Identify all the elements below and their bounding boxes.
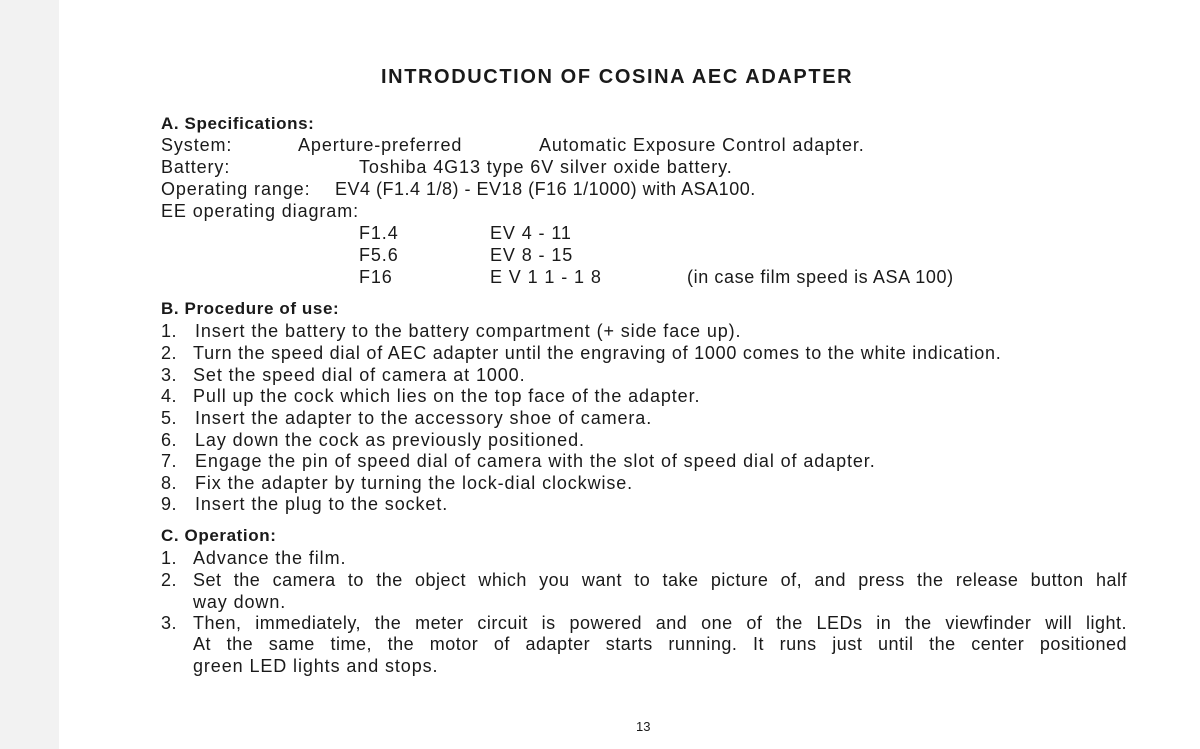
step-number: 9. [161,494,178,514]
diagram-aperture: F1.4 [359,223,399,243]
operation-step-continued: At the same time, the motor of adapter starts running. It runs just until the center positioned [193,634,1127,654]
battery-value: Toshiba 4G13 type 6V silver oxide battery. [359,157,733,177]
operation-heading: C. Operation: [161,526,277,545]
page-number: 13 [636,719,651,734]
procedure-heading: B. Procedure of use: [161,299,340,318]
procedure-step: Insert the battery to the battery compartment (+ side face up). [195,321,742,341]
step-number: 3. [161,365,178,385]
ee-diagram-label: EE operating diagram: [161,201,360,221]
step-number: 2. [161,343,178,363]
system-label: System: [161,135,233,155]
diagram-aperture: F5.6 [359,245,399,265]
operation-step: Advance the film. [193,548,347,568]
operation-step: Then, immediately, the meter circuit is powered and one of the LEDs in the viewfinder will light. [193,613,1127,633]
step-number: 4. [161,386,178,406]
operation-step: Set the camera to the object which you want to take picture of, and press the release button half [193,570,1127,590]
procedure-step: Insert the plug to the socket. [195,494,449,514]
procedure-step: Engage the pin of speed dial of camera with the slot of speed dial of adapter. [195,451,876,471]
operation-step-continued: green LED lights and stops. [193,656,439,676]
step-number: 1. [161,321,178,341]
operating-range-value: EV4 (F1.4 1/8) - EV18 (F16 1/1000) with ASA100. [335,179,756,199]
step-number: 5. [161,408,178,428]
page-title: INTRODUCTION OF COSINA AEC ADAPTER [381,66,854,88]
step-number: 8. [161,473,178,493]
operation-step-continued: way down. [193,592,287,612]
step-number: 7. [161,451,178,471]
specifications-heading: A. Specifications: [161,114,315,133]
procedure-step: Turn the speed dial of AEC adapter until the engraving of 1000 comes to the white indication. [193,343,1002,363]
step-number: 1. [161,548,178,568]
operating-range-label: Operating range: [161,179,311,199]
step-number: 6. [161,430,178,450]
procedure-step: Set the speed dial of camera at 1000. [193,365,526,385]
system-type: Aperture-preferred [298,135,463,155]
battery-label: Battery: [161,157,231,177]
step-number: 2. [161,570,178,590]
procedure-step: Pull up the cock which lies on the top face of the adapter. [193,386,701,406]
procedure-step: Insert the adapter to the accessory shoe of camera. [195,408,653,428]
step-number: 3. [161,613,178,633]
diagram-ev: EV 8 - 15 [490,245,574,265]
procedure-step: Fix the adapter by turning the lock-dial clockwise. [195,473,634,493]
diagram-ev: EV 4 - 11 [490,223,572,243]
diagram-note: (in case film speed is ASA 100) [687,267,954,287]
diagram-ev: E V 1 1 - 1 8 [490,267,602,287]
diagram-aperture: F16 [359,267,393,287]
system-description: Automatic Exposure Control adapter. [539,135,865,155]
procedure-step: Lay down the cock as previously positioned. [195,430,585,450]
document-page [59,0,1200,749]
